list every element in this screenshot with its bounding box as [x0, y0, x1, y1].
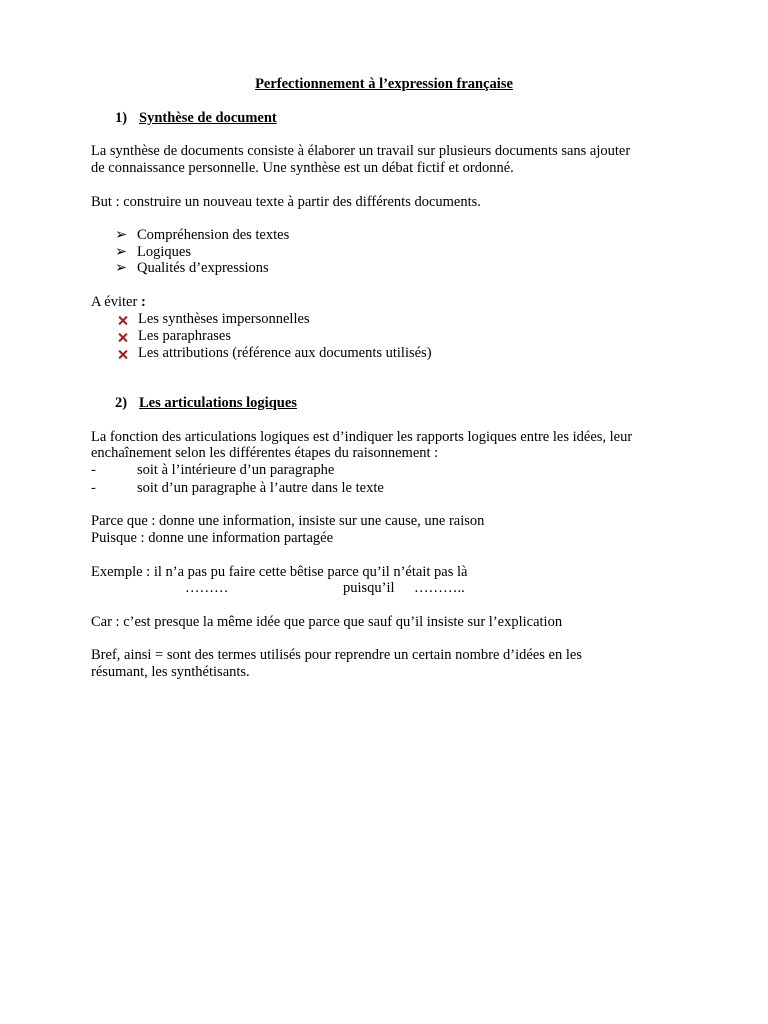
s2-paragraph-line-2: enchaînement selon les différentes étapes du raisonnement :: [91, 445, 439, 461]
arrow-bullet-icon: ➢: [115, 260, 128, 276]
example-dots-2: ………..: [414, 580, 465, 596]
arrow-list-item: [115, 260, 269, 277]
section-2-title: Les articulations logiques: [139, 395, 297, 411]
s1-paragraph-line-2: de connaissance personnelle. Une synthèse est un débat fictif et ordonné.: [91, 160, 514, 176]
cross-bullet-icon: [118, 333, 127, 342]
arrow-bullet-icon: ➢: [115, 227, 128, 243]
cross-bullet-icon: [118, 316, 127, 325]
arrow-list-item-text: Compréhension des textes: [137, 227, 290, 243]
arrow-bullet-icon: ➢: [115, 244, 128, 260]
arrow-list-item: [115, 227, 289, 244]
dash-list-item: soit d’un paragraphe à l’autre dans le texte: [137, 480, 384, 496]
section-1-number: 1): [115, 110, 128, 126]
cross-bullet-icon: [118, 350, 127, 359]
section-1-heading: [115, 110, 277, 127]
arrow-list-item: [115, 244, 191, 261]
parce-que-line: Parce que : donne une information, insiste sur une cause, une raison: [91, 513, 485, 529]
bref-line-1: Bref, ainsi = sont des termes utilisés pour reprendre un certain nombre d’idées en les: [91, 647, 582, 663]
arrow-list-item-text: Qualités d’expressions: [137, 260, 269, 276]
dash-bullet: -: [91, 480, 96, 496]
exemple-line: Exemple : il n’a pas pu faire cette bêtise parce qu’il n’était pas là: [91, 564, 468, 580]
car-line: Car : c’est presque la même idée que parce que sauf qu’il insiste sur l’explication: [91, 614, 563, 630]
example-dots-1: ………: [185, 580, 229, 596]
arrow-list-item-text: Logiques: [137, 244, 191, 260]
dash-list-item: soit à l’intérieure d’un paragraphe: [137, 462, 335, 478]
avoid-label-text: A éviter: [91, 294, 141, 310]
bref-line-2: résumant, les synthétisants.: [91, 664, 250, 680]
document-title: Perfectionnement à l’expression française: [255, 76, 513, 92]
s2-paragraph-line-1: La fonction des articulations logiques est d’indiquer les rapports logiques entre les idées, leur: [91, 429, 633, 445]
s1-but-line: But : construire un nouveau texte à partir des différents documents.: [91, 194, 481, 210]
section-1-title: Synthèse de document: [139, 110, 277, 126]
avoid-list-item: Les attributions (référence aux documents utilisés): [138, 345, 432, 361]
dash-bullet: -: [91, 462, 96, 478]
avoid-list-item: Les synthèses impersonnelles: [138, 311, 310, 327]
puisque-line: Puisque : donne une information partagée: [91, 530, 334, 546]
avoid-list-item: Les paraphrases: [138, 328, 231, 344]
section-2-number: 2): [115, 395, 128, 411]
avoid-label: [91, 294, 146, 311]
avoid-label-colon: :: [140, 294, 146, 310]
s1-paragraph-line-1: La synthèse de documents consiste à élaborer un travail sur plusieurs documents sans ajouter: [91, 143, 631, 159]
section-2-heading: [115, 395, 297, 412]
example-puisquil: puisqu’il: [343, 580, 395, 596]
